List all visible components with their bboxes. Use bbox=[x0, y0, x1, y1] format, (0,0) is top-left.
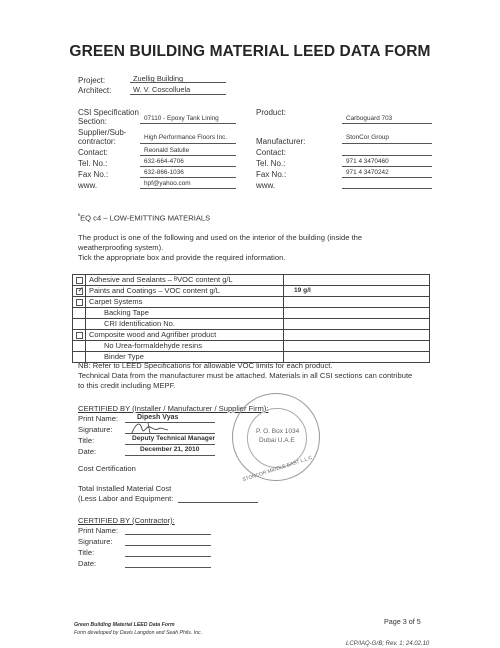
date-line bbox=[125, 455, 215, 456]
manufacturer-label: Manufacturer: bbox=[256, 137, 306, 146]
fax-line bbox=[140, 177, 236, 178]
contact-value: Reonald Satulle bbox=[144, 147, 190, 154]
project-value: Zuellig Building bbox=[133, 74, 184, 83]
material-label: Backing Tape bbox=[86, 308, 284, 319]
contractor-signature-line bbox=[125, 545, 211, 546]
product-label: Product: bbox=[256, 108, 286, 117]
material-row bbox=[73, 286, 430, 297]
print-name-value: Dipesh Vyas bbox=[137, 414, 179, 421]
footer-developer: Form developed by Davis Langdon and Seah Phils. Inc. bbox=[74, 630, 203, 636]
date-label: Date: bbox=[78, 447, 97, 456]
supplier-line bbox=[140, 143, 236, 144]
check-mark-icon: ✓ bbox=[77, 284, 85, 294]
checkbox[interactable] bbox=[76, 299, 83, 306]
material-value[interactable] bbox=[284, 330, 430, 341]
project-label: Project: bbox=[78, 76, 106, 85]
mfr-fax-value: 971 4 3470242 bbox=[346, 169, 389, 176]
technical-note: Technical Data from the manufacturer must be attached. Materials in all CSI sections can contribute to this credit including MEPF. bbox=[78, 371, 413, 390]
www-line bbox=[140, 188, 236, 189]
architect-line bbox=[130, 94, 226, 95]
company-stamp: P. O. Box 1034 Dubai U.A.E STONCOR MIDDLE EAST L.L.C bbox=[232, 393, 320, 481]
certified-contractor-heading: CERTIFIED BY (Contractor): bbox=[78, 516, 175, 525]
material-label: Paints and Coatings – VOC content g/L bbox=[86, 286, 284, 297]
tel-value: 632-664-4706 bbox=[144, 158, 184, 165]
material-label: Composite wood and Agrifiber product bbox=[86, 330, 284, 341]
material-label: CRI Identification No. bbox=[86, 319, 284, 330]
form-title: GREEN BUILDING MATERIAL LEED DATA FORM bbox=[69, 43, 431, 60]
fax-value: 632-866-1036 bbox=[144, 169, 184, 176]
section-heading: $^ᴮ$EQ c4 – LOW-EMITTING MATERIALS bbox=[78, 213, 211, 223]
title-label: Title: bbox=[78, 436, 95, 445]
material-value[interactable] bbox=[284, 319, 430, 330]
csi-section-value: 07110 - Epoxy Tank Lining bbox=[144, 115, 219, 122]
signature-line bbox=[125, 433, 215, 434]
contractor-title-label: Title: bbox=[78, 548, 95, 557]
architect-value: W. V. Coscolluela bbox=[133, 85, 191, 94]
material-value[interactable] bbox=[284, 275, 430, 286]
material-label: Binder Type bbox=[86, 352, 284, 363]
document-reference: LCP/IAQ-GrB; Rev. 1; 24.02.10 bbox=[346, 641, 430, 647]
tel-line bbox=[140, 166, 236, 167]
contact-label: Contact: bbox=[78, 148, 108, 157]
www-label: www. bbox=[78, 181, 98, 190]
material-row bbox=[73, 319, 430, 330]
material-label: Adhesive and Sealants – ᴮVOC content g/L bbox=[86, 275, 284, 286]
materials-table bbox=[72, 274, 430, 363]
supplier-label: Supplier/Sub- contractor: bbox=[78, 128, 127, 146]
fax-label: Fax No.: bbox=[78, 170, 109, 179]
material-value[interactable]: 19 g/l bbox=[284, 286, 430, 297]
mfr-tel-line bbox=[342, 166, 432, 167]
print-name-label: Print Name: bbox=[78, 414, 119, 423]
www-value: hpf@yahoo.com bbox=[144, 180, 191, 187]
architect-label: Architect: bbox=[78, 86, 112, 95]
supplier-value: High Performance Floors Inc. bbox=[144, 134, 228, 141]
contractor-signature-label: Signature: bbox=[78, 537, 113, 546]
title-line bbox=[125, 444, 215, 445]
contractor-date-label: Date: bbox=[78, 559, 97, 568]
material-row bbox=[73, 297, 430, 308]
checked-checkbox[interactable] bbox=[76, 284, 85, 295]
material-value[interactable] bbox=[284, 308, 430, 319]
product-value: Carboguard 703 bbox=[346, 115, 393, 122]
total-cost-line bbox=[178, 502, 258, 503]
mfr-fax-label: Fax No.: bbox=[256, 170, 287, 179]
mfr-www-line bbox=[342, 188, 432, 189]
cost-certification-heading: Cost Certification bbox=[78, 464, 136, 473]
material-row bbox=[73, 330, 430, 341]
csi-line bbox=[140, 123, 236, 124]
checkbox[interactable] bbox=[76, 332, 83, 339]
page-number: Page 3 of 5 bbox=[384, 617, 421, 626]
intro-text: The product is one of the following and used on the interior of the building (inside the weatherproofing system). Tick the appropriate box and provide the required information. bbox=[78, 233, 363, 262]
contractor-print-name-line bbox=[125, 534, 211, 535]
mfr-contact-line bbox=[342, 155, 432, 156]
date-value: December 21, 2010 bbox=[140, 446, 200, 453]
product-line bbox=[342, 123, 432, 124]
mfr-fax-line bbox=[342, 177, 432, 178]
tel-label: Tel. No.: bbox=[78, 159, 108, 168]
contractor-title-line bbox=[125, 556, 211, 557]
csi-section-label: CSI Specification Section: bbox=[78, 108, 139, 126]
mfr-tel-value: 971 4 3470460 bbox=[346, 158, 389, 165]
checkbox[interactable] bbox=[76, 277, 83, 284]
title-value: Deputy Technical Manager bbox=[132, 435, 216, 442]
total-cost-label: Total Installed Material Cost (Less Labor and Equipment: bbox=[78, 484, 174, 503]
material-row bbox=[73, 275, 430, 286]
material-label: No Urea-formaldehyde resins bbox=[86, 341, 284, 352]
project-line bbox=[130, 82, 226, 83]
certified-installer-heading: CERTIFIED BY (Installer / Manufacturer / Supplier Firm): bbox=[78, 404, 269, 413]
material-row bbox=[73, 341, 430, 352]
material-label: Carpet Systems bbox=[86, 297, 284, 308]
material-value[interactable] bbox=[284, 297, 430, 308]
mfr-www-label: www. bbox=[256, 181, 276, 190]
nb-note: NB: Refer to LEED Specifications for allowable VOC limits for each product. bbox=[78, 361, 333, 370]
signature-label: Signature: bbox=[78, 425, 113, 434]
mfr-tel-label: Tel. No.: bbox=[256, 159, 286, 168]
mfr-contact-label: Contact: bbox=[256, 148, 286, 157]
material-row bbox=[73, 308, 430, 319]
material-value[interactable] bbox=[284, 341, 430, 352]
contact-line bbox=[140, 155, 236, 156]
contractor-print-name-label: Print Name: bbox=[78, 526, 119, 535]
manufacturer-line bbox=[342, 143, 432, 144]
contractor-date-line bbox=[125, 567, 211, 568]
footer-form-name: Green Building Material LEED Data Form bbox=[74, 622, 175, 628]
manufacturer-value: StonCor Group bbox=[346, 134, 389, 141]
